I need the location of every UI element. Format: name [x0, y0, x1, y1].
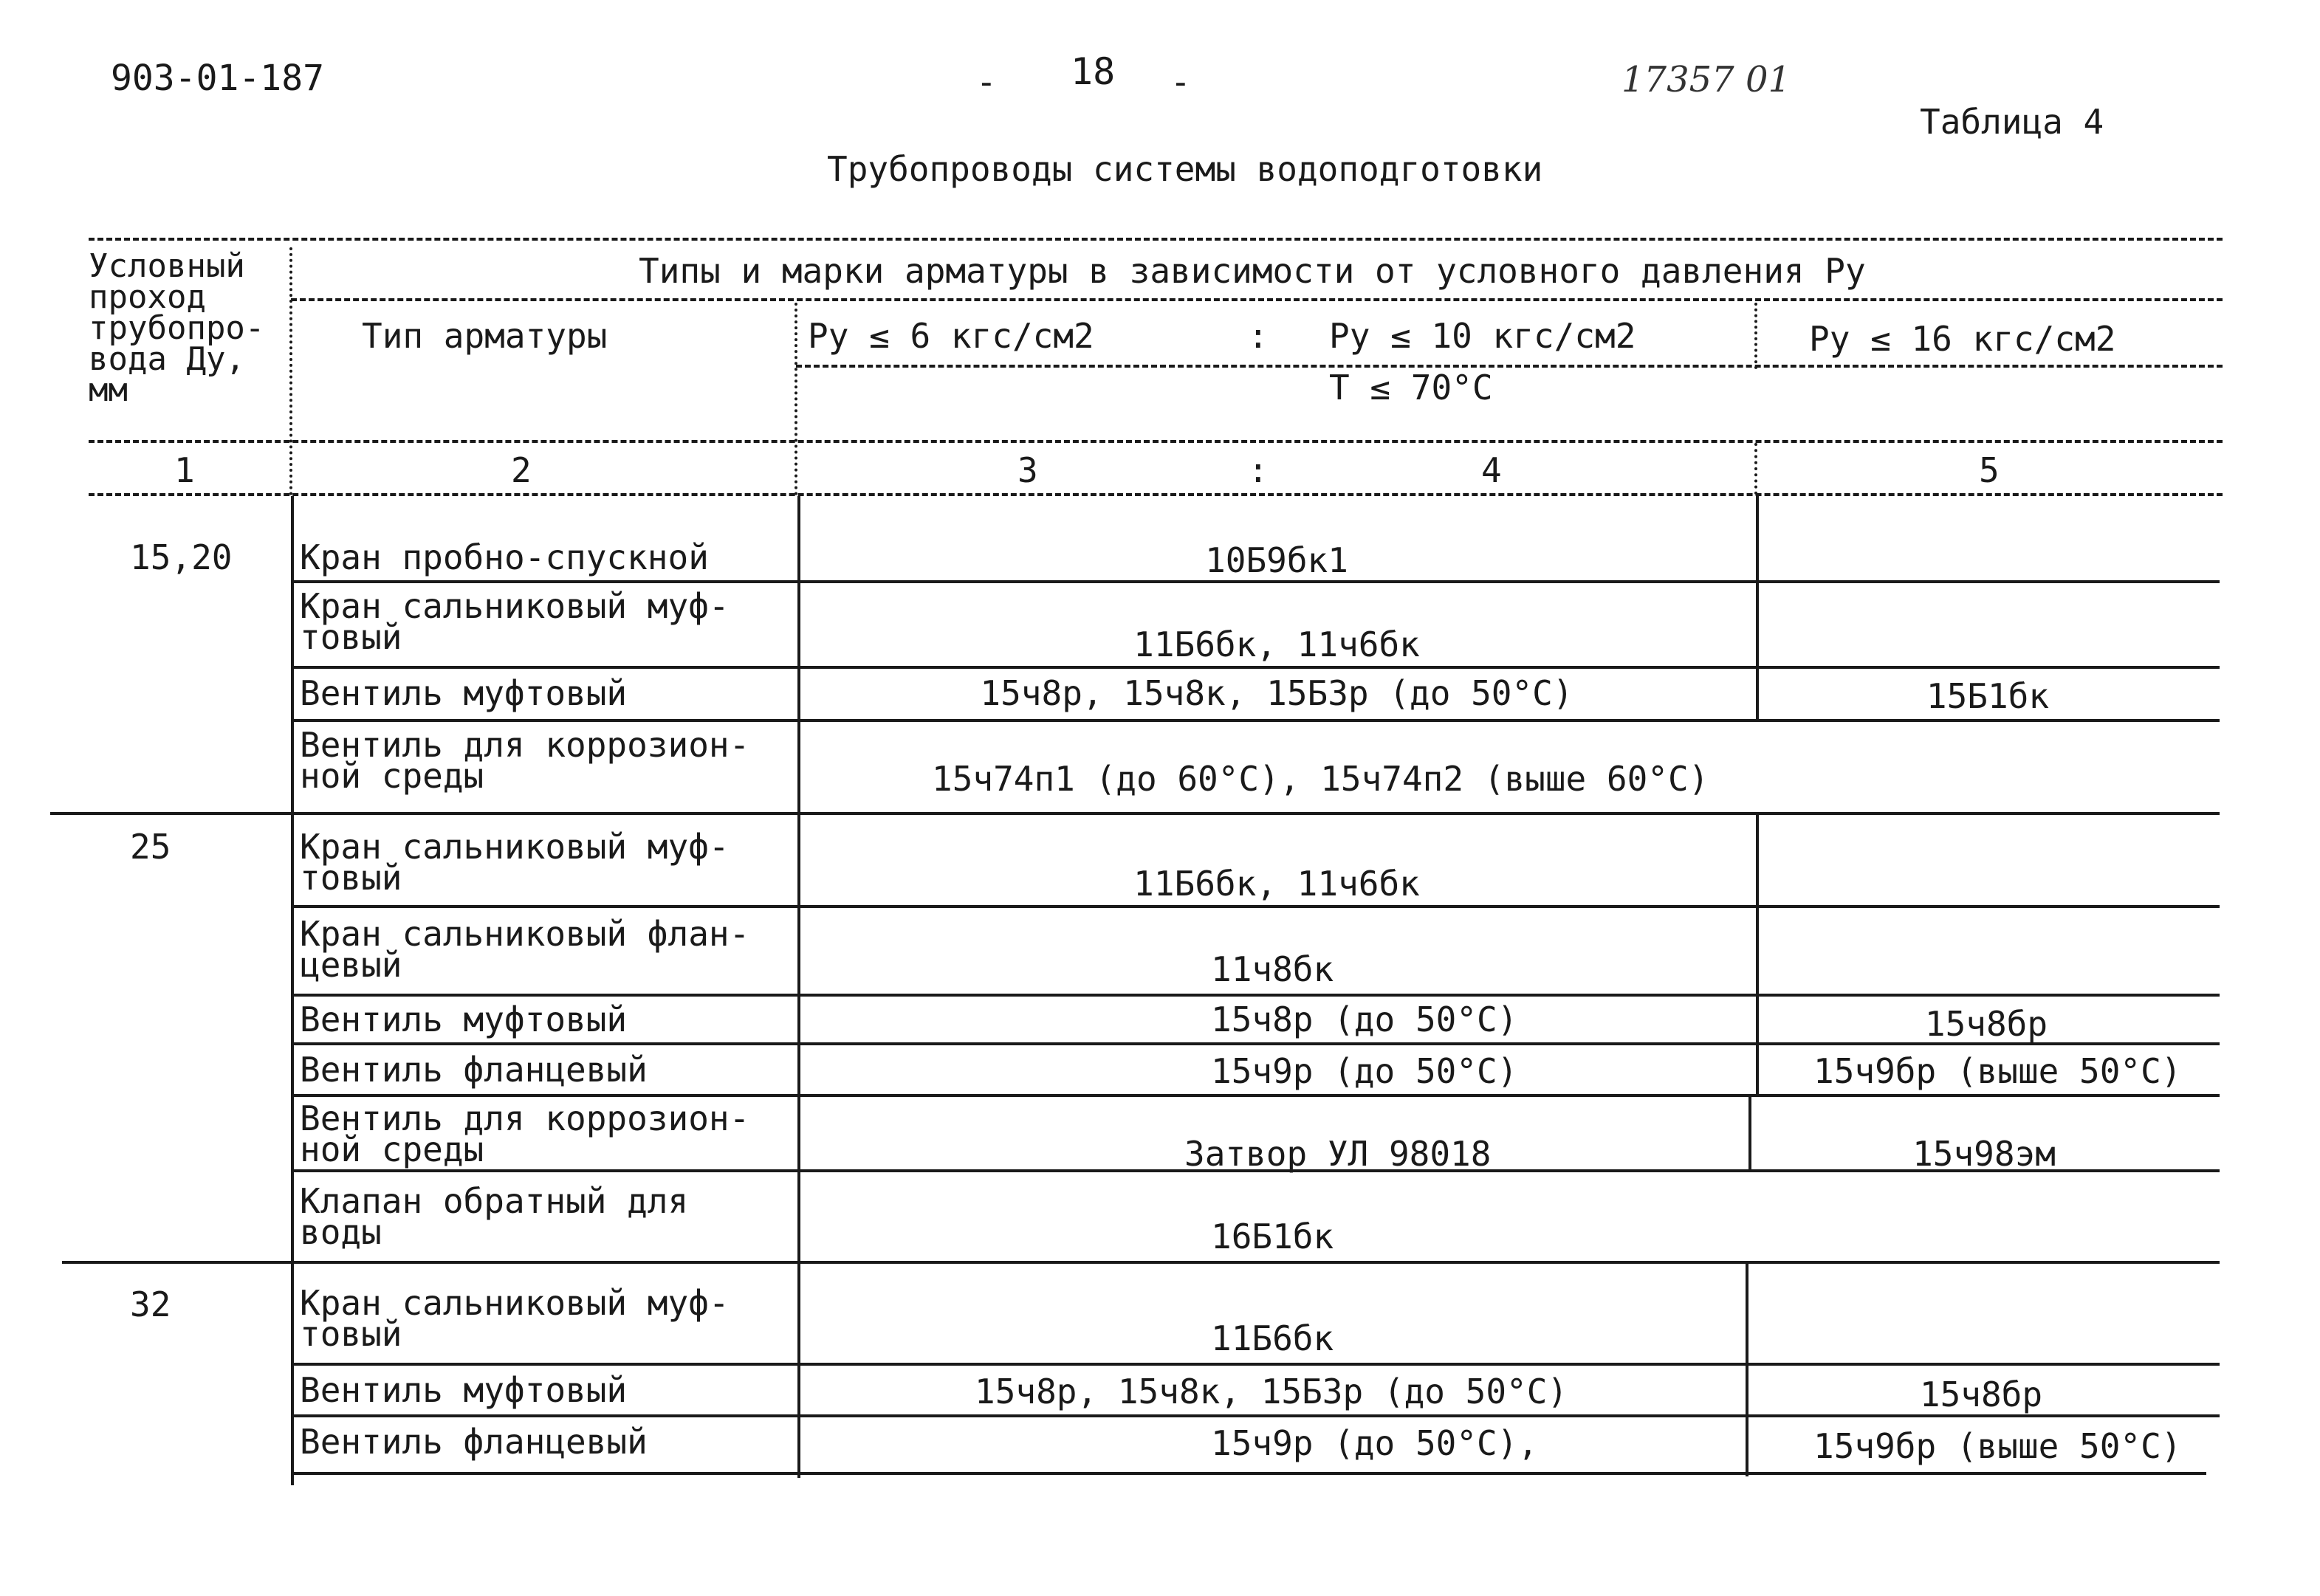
- row-line: [291, 905, 2220, 908]
- row-col5-value: 15ч8бр: [1924, 1004, 2048, 1044]
- row-type: Вентиль для коррозион-ной среды: [300, 1098, 750, 1169]
- col-number-3: 3: [1017, 450, 1038, 490]
- header-sep-colon: :: [1248, 316, 1269, 356]
- row-col5-value: 15Б1бк: [1926, 676, 2050, 716]
- col-number-1: 1: [174, 450, 195, 490]
- row-mid-value: 16Б1бк: [1211, 1217, 1334, 1256]
- header-top-line: [89, 238, 2223, 241]
- row-line: [291, 1363, 2220, 1366]
- header-col5: Ру ≤ 16 кгс/см2: [1809, 319, 2116, 359]
- header-col4-sub: Т ≤ 70°С: [1329, 368, 1493, 407]
- group-line: [62, 1261, 2220, 1264]
- row-type: Вентиль муфтовый: [300, 1000, 628, 1039]
- row-type: Вентиль фланцевый: [300, 1050, 648, 1090]
- col-number-5: 5: [1979, 450, 2000, 490]
- row-mid-value: 15ч8р, 15ч8к, 15Б3р (до 50°С): [980, 673, 1573, 713]
- row-type: Клапан обратный для воды: [300, 1181, 689, 1252]
- row-type: Кран сальниковый муф-товый: [300, 827, 730, 898]
- row-mid-value: 15ч74п1 (до 60°С), 15ч74п2 (выше 60°С): [932, 759, 1709, 799]
- row-mid-value: 11Б6бк, 11ч6бк: [1133, 864, 1420, 904]
- header-sep-4: [1754, 443, 1757, 495]
- row-type: Кран пробно-спускной: [300, 537, 709, 577]
- group-diameter: 25: [130, 827, 171, 867]
- group-diameter: 32: [130, 1284, 171, 1324]
- row-line: [291, 580, 2220, 583]
- row-mid-value: 15ч9р (до 50°С): [1211, 1051, 1518, 1091]
- row-col5-value: 15ч9бр (выше 50°С): [1813, 1051, 2182, 1091]
- colnum-bottom-line: [89, 493, 2223, 496]
- row-line: [291, 1094, 2220, 1097]
- row-col5-value: 15ч98эм: [1912, 1134, 2056, 1174]
- header-sep-3: [1754, 303, 1757, 369]
- header-valve-type: Тип арматуры: [362, 316, 608, 356]
- body-vline-type: [291, 496, 294, 1485]
- header-sep-1: [289, 247, 292, 495]
- page-number: 18: [1071, 50, 1116, 93]
- header-subcol-line: [796, 365, 2223, 368]
- header-group-line: [291, 298, 2223, 301]
- row-type: Кран сальниковый муф-товый: [300, 586, 730, 657]
- colnum-sep-colon: :: [1248, 450, 1269, 490]
- row-col5-value: 15ч8бр: [1919, 1375, 2043, 1414]
- row-line: [291, 719, 2220, 722]
- row-type: Вентиль фланцевый: [300, 1422, 648, 1462]
- page-title: Трубопроводы системы водоподготовки: [827, 149, 1543, 189]
- group-line: [50, 812, 2220, 815]
- row-line: [291, 666, 2220, 669]
- body-vline-col5-g3: [1746, 1262, 1748, 1476]
- row-mid-value: 15ч9р (до 50°С),: [1211, 1423, 1539, 1463]
- row-line: [291, 1472, 2206, 1475]
- row-line: [291, 994, 2220, 997]
- row-mid-value: 10Б9бк1: [1205, 540, 1348, 580]
- col-number-4: 4: [1481, 450, 1502, 490]
- group-diameter: 15,20: [130, 537, 233, 577]
- handwritten-ref: 17357 01: [1621, 59, 1791, 100]
- row-type: Кран сальниковый муф-товый: [300, 1283, 730, 1354]
- row-mid-value: 15ч8р, 15ч8к, 15Б3р (до 50°С): [975, 1372, 1568, 1411]
- row-mid-value: 11Б6бк, 11ч6бк: [1133, 625, 1420, 664]
- row-col5-value: 15ч9бр (выше 50°С): [1813, 1426, 2182, 1466]
- header-bottom-line: [89, 440, 2223, 443]
- row-mid-value: 11ч8бк: [1211, 949, 1334, 989]
- table-label: Таблица 4: [1920, 102, 2104, 142]
- row-mid-value: Затвор УЛ 98018: [1184, 1134, 1492, 1174]
- dash-right: -: [1170, 62, 1191, 102]
- row-type: Вентиль муфтовый: [300, 673, 628, 713]
- header-col4: Ру ≤ 10 кгс/см2: [1329, 316, 1636, 356]
- header-col3: Ру ≤ 6 кгс/см2: [808, 316, 1094, 356]
- row-mid-value: 11Б6бк: [1211, 1318, 1334, 1358]
- header-diameter: Условный проход трубопро-вода Ду, мм: [89, 247, 265, 409]
- row-mid-value: 15ч8р (до 50°С): [1211, 1000, 1518, 1039]
- header-group-title: Типы и марки арматуры в зависимости от условного давления Ру: [639, 251, 1866, 291]
- document-code: 903-01-187: [111, 58, 324, 99]
- row-line: [291, 1414, 2220, 1417]
- row-type: Вентиль для коррозион-ной среды: [300, 725, 750, 796]
- header-sep-2: [795, 303, 797, 495]
- row-type: Вентиль муфтовый: [300, 1370, 628, 1410]
- body-vline-col5-g2a: [1756, 815, 1759, 1095]
- row-type: Кран сальниковый флан-цевый: [300, 914, 750, 985]
- col-number-2: 2: [511, 450, 532, 490]
- dash-left: -: [976, 62, 997, 102]
